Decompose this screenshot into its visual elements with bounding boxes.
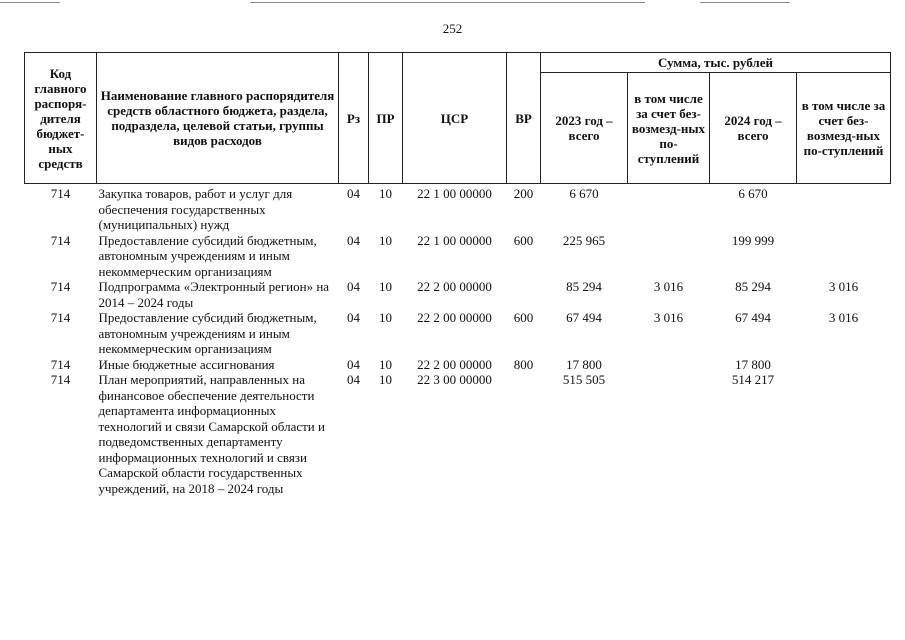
header-vr: ВР [507,53,541,184]
cell-bezv-2023 [628,372,710,496]
table-row [25,279,891,310]
cell-sum-2024: 514 217 [731,372,775,387]
table-body [25,184,891,497]
cell-pr: 10 [379,356,392,372]
cell-vr: 600 [513,310,534,325]
header-sum-2024: 2024 год – всего [710,73,797,184]
cell-pr: 10 [379,310,392,325]
cell-bezv-2023: 3 016 [653,310,684,325]
cell-vr [507,279,541,310]
cell-name: Иные бюджетные ассигнования [98,356,275,372]
header-bezv-2024: в том числе за счет без-возмезд-ных по-ступлений [797,73,891,184]
cell-sum-2023: 225 965 [562,232,606,248]
cell-bezv-2024 [797,233,891,280]
cell-pr: 10 [379,279,392,294]
cell-name: Предоставление субсидий бюджетным, автономным учреждениям и иным некоммерческим организациям [98,310,317,356]
cell-csr: 22 1 00 00000 [417,232,492,248]
table-row [25,184,891,233]
cell-code: 714 [50,186,71,201]
cell-csr: 22 3 00 00000 [417,372,492,387]
cell-sum-2023: 515 505 [562,372,606,387]
cell-vr: 200 [513,186,534,201]
cell-sum-2023: 17 800 [566,356,602,372]
cell-code: 714 [50,372,71,387]
cell-csr: 22 2 00 00000 [417,279,492,294]
cell-pr: 10 [379,232,392,248]
cell-sum-2024: 85 294 [735,279,771,294]
cell-name: Закупка товаров, работ и услуг для обеспечения государственных (муниципальных) нужд [98,186,293,232]
cell-name: План мероприятий, направленных на финансовое обеспечение деятельности департамента информационных технологий и связи Самарской области и подведомственных департаменту информационных технологий и связи Самарской области государственных учреждений, на 2018 – 2024 годы [98,372,325,496]
header-sum-2023: 2023 год – всего [541,73,628,184]
header-csr: ЦСР [403,53,507,184]
cell-sum-2024: 67 494 [735,310,771,325]
cell-rz: 04 [347,279,360,294]
table-row [25,233,891,280]
cell-vr: 800 [513,356,534,372]
cell-sum-2024: 6 670 [738,186,768,201]
cell-bezv-2024 [797,372,891,496]
cell-csr: 22 2 00 00000 [417,310,492,325]
cell-code: 714 [50,279,71,294]
cell-bezv-2023 [628,357,710,373]
top-rule-right [700,2,790,3]
cell-bezv-2023 [628,233,710,280]
cell-code: 714 [50,232,71,248]
cell-sum-2023: 85 294 [566,279,602,294]
cell-bezv-2024: 3 016 [828,279,859,294]
header-name: Наименование главного распорядителя средств областного бюджета, раздела, подраздела, целевой статьи, группы видов расходов [97,53,339,184]
cell-code: 714 [50,310,71,325]
header-pr: ПР [369,53,403,184]
cell-rz: 04 [347,372,360,387]
table-row [25,310,891,357]
cell-rz: 04 [347,356,360,372]
header-rz: Рз [339,53,369,184]
table-row [25,372,891,496]
cell-sum-2023: 6 670 [569,186,599,201]
cell-vr: 600 [513,232,534,248]
cell-name: Подпрограмма «Электронный регион» на 2014 – 2024 годы [98,279,330,310]
cell-rz: 04 [347,186,360,201]
cell-bezv-2024 [797,184,891,233]
cell-sum-2024: 17 800 [735,356,771,372]
cell-vr [507,372,541,496]
cell-rz: 04 [347,310,360,325]
table-header [25,53,891,184]
cell-bezv-2024: 3 016 [828,310,859,325]
cell-name: Предоставление субсидий бюджетным, автономным учреждениям и иным некоммерческим организациям [98,232,317,279]
budget-table [24,52,891,496]
cell-bezv-2023: 3 016 [653,279,684,294]
cell-rz: 04 [347,232,360,248]
cell-pr: 10 [379,372,392,387]
cell-sum-2023: 67 494 [566,310,602,325]
header-bezv-2023: в том числе за счет без-возмезд-ных по-ступлений [628,73,710,184]
cell-csr: 22 2 00 00000 [417,356,492,372]
page-number: 252 [442,21,463,36]
top-rule-mid [250,2,645,3]
cell-bezv-2023 [628,184,710,233]
cell-csr: 22 1 00 00000 [417,186,492,201]
cell-sum-2024: 199 999 [731,232,775,248]
cell-bezv-2024 [797,357,891,373]
cell-pr: 10 [379,186,392,201]
header-sum-group: Сумма, тыс. рублей [541,53,891,73]
header-code: Код главного распоря-дителя бюджет-ных средств [25,53,97,184]
table-row [25,357,891,373]
top-rule-left [0,2,60,3]
cell-code: 714 [50,356,71,372]
